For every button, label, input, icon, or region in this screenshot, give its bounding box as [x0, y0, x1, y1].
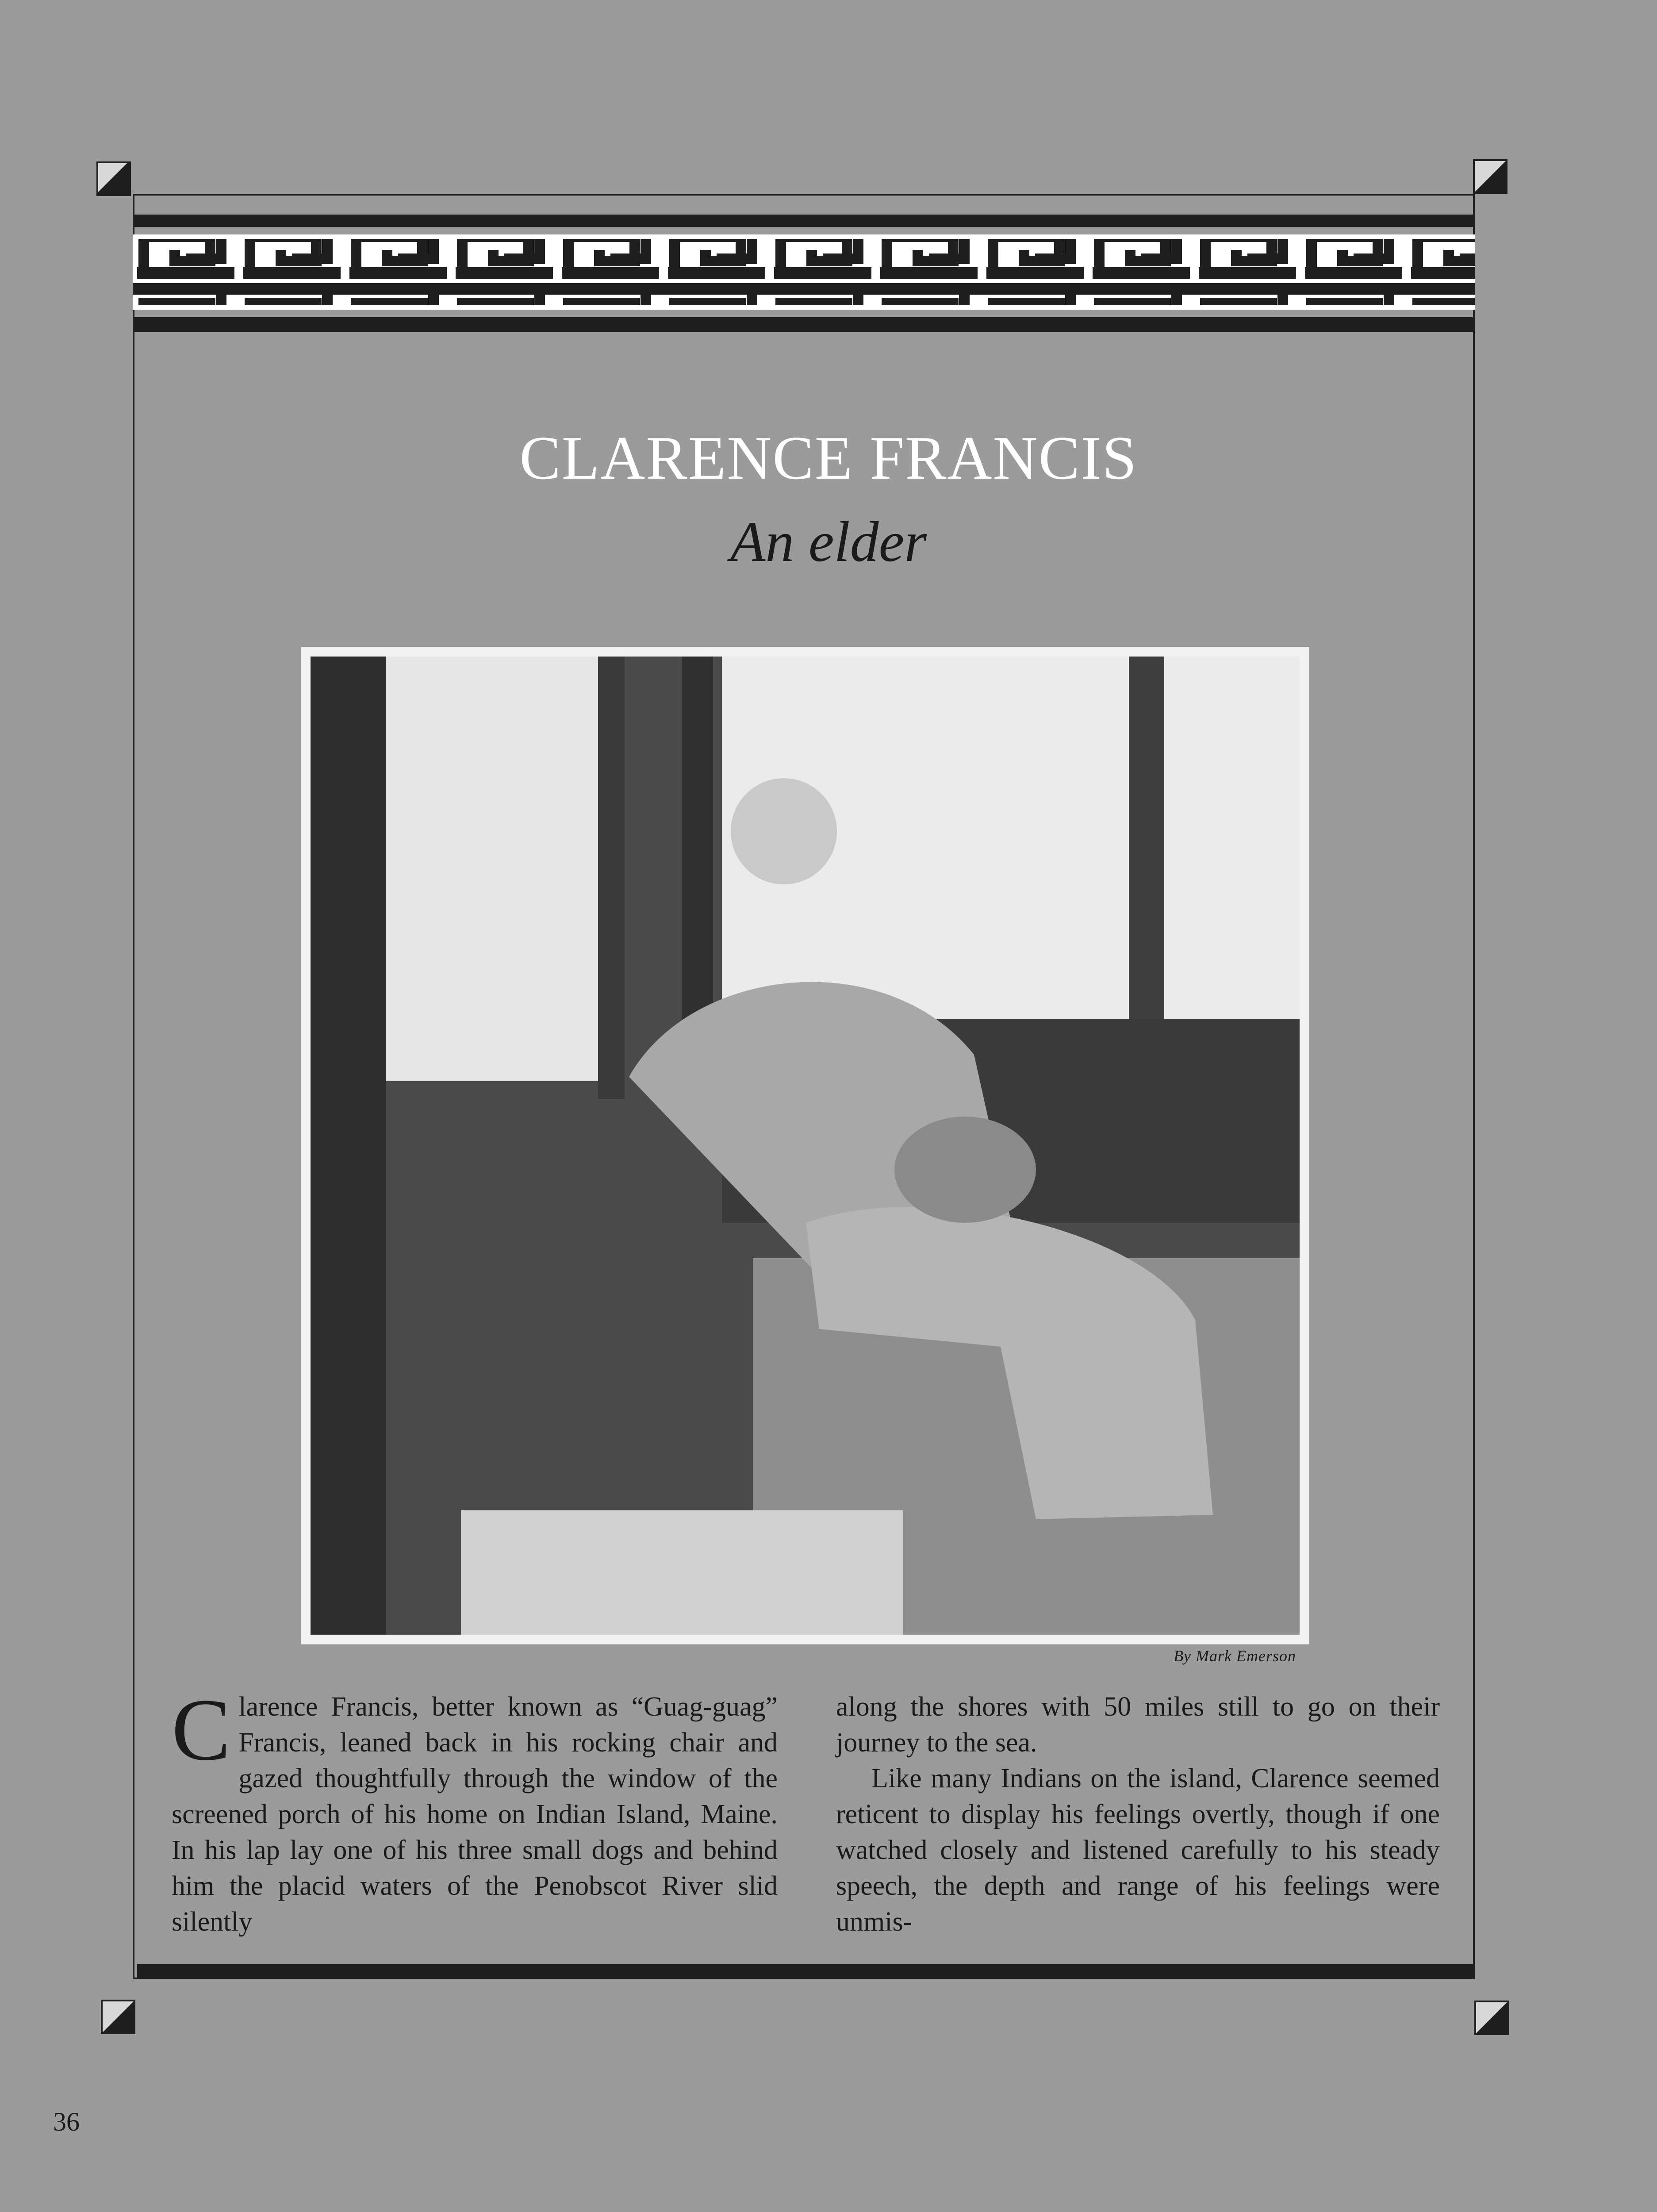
text-column-2: [836, 1689, 1440, 1940]
bottom-rule: [137, 1964, 1475, 1978]
page-number: 36: [53, 2107, 80, 2136]
corner-ornament-icon: [1474, 2001, 1509, 2035]
frame-top-line: [133, 194, 1475, 196]
article-photo: [301, 647, 1309, 1644]
paragraph-1: [172, 1681, 778, 1940]
greek-key-border: [133, 215, 1475, 332]
paragraph-1-continued: along the shores with 50 miles still to go on their journey to the sea.: [836, 1692, 1440, 1758]
paragraph-1-text: larence Francis, better known as “Guag-guag” Francis, leaned back in his rocking chair and gazed thoughtfully through the window of the screened porch of his home on Indian Island, Maine. In his lap lay one of his three small dogs and behind him the placid waters of the Penobscot River slid silently: [172, 1692, 778, 1937]
corner-ornament-icon: [101, 2000, 135, 2034]
corner-ornament-icon: [1473, 159, 1507, 194]
photo-image: [311, 657, 1300, 1635]
article-subtitle: An elder: [730, 510, 927, 574]
frame-bottom-line: [133, 1978, 1475, 1979]
text-column-1: [172, 1681, 778, 1940]
corner-ornament-icon: [96, 161, 131, 196]
paragraph-2: Like many Indians on the island, Clarence seemed reticent to display his feelings overtly, though if one watched closely and listened carefully to his steady speech, the depth and range of his feelings were unmis-: [836, 1763, 1440, 1937]
article-title: CLARENCE FRANCIS: [519, 424, 1138, 492]
drop-cap: C: [172, 1681, 231, 1779]
photo-credit: By Mark Emerson: [1174, 1647, 1296, 1665]
